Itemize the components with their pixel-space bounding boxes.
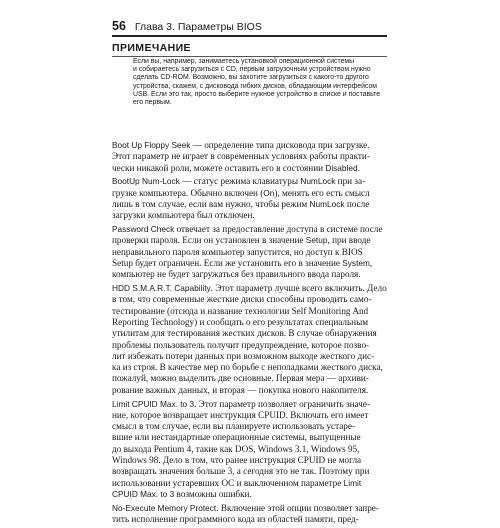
- parameter-term: Limit CPUID Max. to 3: [112, 398, 195, 409]
- text-line: [112, 140, 388, 151]
- note-title: ПРИМЕЧАНИЕ: [112, 42, 191, 54]
- text-run: — определение типа дисковода при загрузке.: [190, 140, 370, 150]
- paragraph: [112, 283, 388, 396]
- parameter-term: CPUID Max. to 3: [112, 488, 175, 499]
- text-run: , при вводе: [327, 235, 371, 246]
- text-run: . Этот параметр лучше всего включить. Дело: [210, 283, 387, 294]
- text-line: [112, 514, 388, 525]
- text-run: проблемы пользователь получит предупреждение, которое позво-: [112, 339, 370, 350]
- text-run: Setup будет ограничен. Если же установить его в значение: [112, 257, 343, 268]
- text-line: [112, 163, 388, 174]
- note-line: его первым.: [133, 99, 172, 107]
- text-line: [112, 247, 388, 258]
- parameter-term: Password Check: [112, 224, 175, 235]
- text-run: использовании устаревших ОС и выключенном параметре: [112, 477, 344, 488]
- text-run: ние, которое возвращает инструкция CPUID. Включать его имеет: [112, 409, 369, 420]
- text-line: [112, 351, 388, 362]
- note-line: Если вы, например, занимаетесь установкой операционной системы: [133, 58, 355, 65]
- text-run: рование важных данных, и вторая — покупка нового накопителя.: [112, 384, 369, 395]
- text-run: лишь в том случае, если вам нужно, чтобы режим: [112, 198, 310, 209]
- text-run: . Этот параметр позволяет ограничить значе-: [194, 398, 370, 409]
- chapter-title: Глава 3. Параметры BIOS: [134, 21, 262, 33]
- text-run: смысл в том случае, если вы планируете использовать устаре-: [112, 421, 356, 432]
- text-line: [112, 283, 388, 294]
- text-run: . Включение этой опции позволяет запре-: [216, 502, 379, 513]
- text-run: утилитам для тестирования жестких дисков. В случае обнаружения: [112, 328, 377, 339]
- text-line: [112, 258, 388, 269]
- text-run: лит избежать потери данных при возможном выходе жесткого дис-: [112, 350, 375, 361]
- parameter-term: Disabled: [325, 162, 358, 173]
- text-run: пожалуй, можно выделить две основные. Первая мера — архиви-: [112, 373, 369, 384]
- note-line: устройства, скажем, с дисковода гибких дисков, обладающим интерфейсом: [133, 82, 378, 90]
- note-line: USB. Если это так, просто выберите нужное устройство в списке и поставьте: [133, 90, 381, 98]
- parameter-term: BootUp Num-Lock: [112, 176, 180, 187]
- text-run: возможны ошибки.: [174, 488, 252, 499]
- text-run: тестирование (отсюда и название технологии Self Monitoring And: [112, 305, 369, 316]
- note-rule: [112, 56, 387, 57]
- text-run: компьютер не будет загружаться без правильного ввода пароля.: [112, 269, 361, 280]
- parameter-term: NumLock: [309, 198, 345, 209]
- paragraph: [112, 399, 388, 501]
- note-body: [133, 58, 387, 107]
- text-run: до выхода Pentium 4, такие как DOS, Windows 3.1, Windows 95,: [112, 443, 360, 454]
- text-line: [112, 269, 388, 280]
- text-run: загрузки компьютера был отключен.: [112, 210, 255, 221]
- text-line: [112, 478, 388, 489]
- parameter-term: Setup: [305, 235, 328, 246]
- text-run: отвечает за предоставление доступа в системе после: [174, 224, 383, 235]
- text-run: тить исполнение программного кода из областей памяти, пред-: [112, 514, 359, 524]
- text-line: [112, 151, 388, 162]
- parameter-term: NumLock: [300, 176, 336, 187]
- text-line: [112, 294, 388, 305]
- running-head: [112, 19, 392, 33]
- text-run: .: [357, 162, 360, 173]
- text-run: ), менять его есть смысл: [274, 187, 370, 198]
- body-text: [112, 140, 388, 528]
- text-line: [112, 489, 388, 500]
- text-run: проверки пароля. Если он установлен в значение: [112, 235, 306, 246]
- text-run: в том, что современные жесткие диски способны проводить само-: [112, 294, 372, 305]
- paragraph: [112, 140, 388, 174]
- page-number: 56: [112, 19, 126, 33]
- text-run: вшие или нестандартные операционные системы, выпущенные: [112, 432, 361, 443]
- text-line: [112, 466, 388, 477]
- text-run: чески никакой роли, можете оставить его в состоянии: [112, 162, 326, 173]
- parameter-term: On: [263, 187, 275, 198]
- text-line: [112, 328, 388, 339]
- parameter-term: No-Execute Memory Protect: [112, 502, 217, 513]
- text-run: Этот параметр не играет в современных условиях работы практи-: [112, 151, 370, 162]
- text-line: [112, 317, 388, 328]
- parameter-term: HDD S.M.A.R.T. Capability: [112, 283, 211, 294]
- parameter-term: Limit: [343, 477, 362, 488]
- note-line: сделать CD-ROM. Возможно, вы захотите загрузиться с какого-то другого: [133, 74, 369, 82]
- text-line: [112, 503, 388, 514]
- parameter-term: Boot Up Floppy Seek: [112, 140, 191, 150]
- parameter-term: System: [342, 257, 370, 268]
- text-line: [112, 444, 388, 455]
- text-line: [112, 385, 388, 396]
- paragraph: [112, 224, 388, 280]
- text-line: [112, 421, 388, 432]
- text-line: [112, 455, 388, 466]
- paragraph: [112, 503, 388, 526]
- text-line: [112, 224, 388, 235]
- text-line: [112, 373, 388, 384]
- text-line: [112, 362, 388, 373]
- text-run: неправильного пароля компьютер запустится, но доступ к BIOS: [112, 246, 363, 257]
- text-line: [112, 340, 388, 351]
- text-run: после: [344, 198, 370, 209]
- text-line: [112, 210, 388, 221]
- text-line: [112, 176, 388, 187]
- header-rule: [112, 35, 387, 37]
- text-line: [112, 399, 388, 410]
- text-line: [112, 188, 388, 199]
- text-line: [112, 235, 388, 246]
- text-run: — статус режима клавиатуры: [179, 176, 301, 187]
- note-line: и собираетесь загрузиться с CD, первым загрузочным устройством нужно: [133, 66, 371, 74]
- text-run: Reporting Technology) и сообщать о его результатах специальным: [112, 316, 369, 327]
- paragraph: [112, 176, 388, 221]
- text-run: возвращать значения больше 3, а сегодня это не так. Поэтому при: [112, 466, 370, 477]
- text-line: [112, 199, 388, 210]
- text-line: [112, 432, 388, 443]
- text-run: Windows 98. Дело в том, что ранее инструкция CPUID не могла: [112, 455, 362, 466]
- text-run: ,: [369, 257, 373, 268]
- text-run: при за-: [335, 176, 366, 187]
- text-line: [112, 306, 388, 317]
- text-line: [112, 410, 388, 421]
- text-run: ка из строя. В качестве мер по борьбе с неполадками жесткого диска,: [112, 362, 383, 373]
- text-run: грузке компьютера. Обычно включен (: [112, 187, 264, 198]
